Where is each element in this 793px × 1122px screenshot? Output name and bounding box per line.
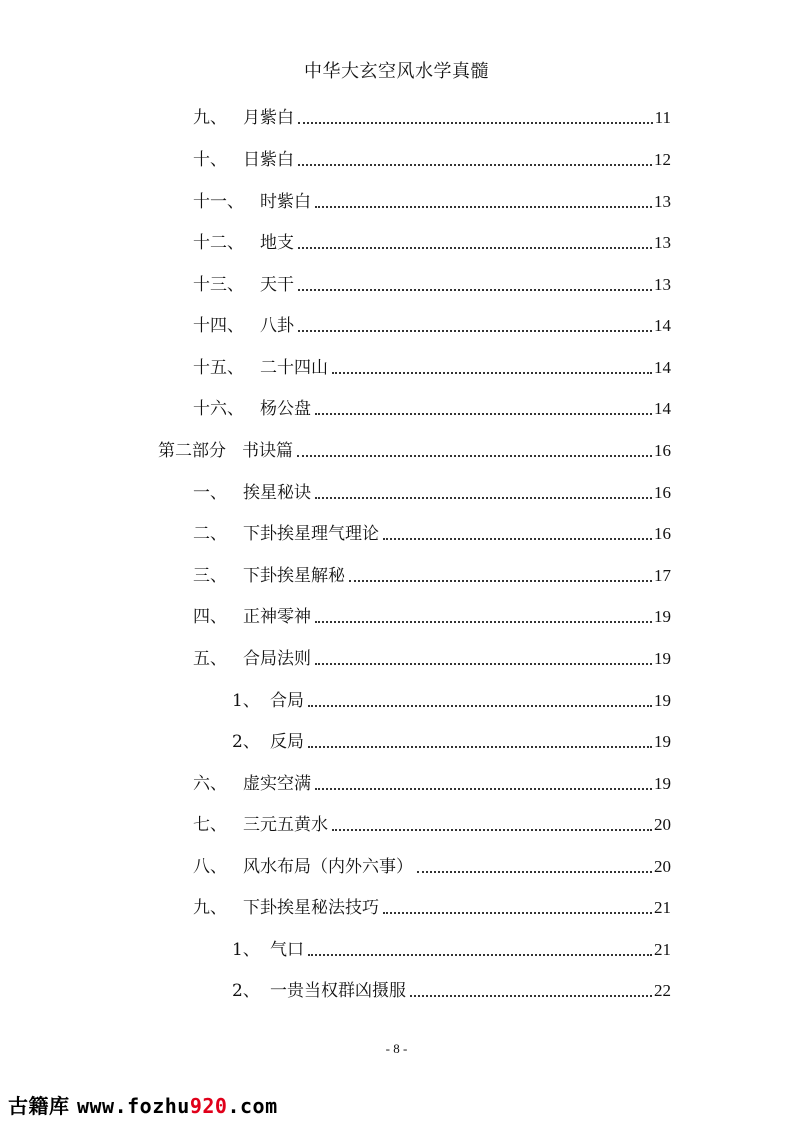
- toc-entry-title: 气口: [270, 940, 304, 960]
- dot-leader: [298, 289, 652, 291]
- toc-entry[interactable]: [193, 644, 671, 670]
- dot-leader: [297, 455, 652, 457]
- toc-entry-number: 十五、: [193, 358, 244, 378]
- dot-leader: [308, 954, 652, 956]
- dot-leader: [315, 663, 652, 665]
- toc-entry-number: 七、: [193, 815, 227, 835]
- toc-entry-number: 十六、: [193, 399, 244, 419]
- toc-entry-title: 合局法则: [243, 649, 311, 669]
- toc-entry-page: 20: [654, 815, 671, 834]
- toc-entry-title: 一贵当权群凶摄服: [270, 981, 406, 1001]
- toc-entry-title: 地支: [260, 233, 294, 253]
- toc-entry[interactable]: [193, 561, 671, 587]
- toc-entry-page: 19: [654, 774, 671, 793]
- dot-leader: [308, 705, 652, 707]
- dot-leader: [410, 995, 652, 997]
- toc-entry[interactable]: [193, 228, 671, 254]
- toc-entry-page: 19: [654, 691, 671, 710]
- toc-subentry[interactable]: [232, 727, 671, 753]
- page-number: - 8 -: [385, 1041, 408, 1056]
- toc-entry-page: 19: [654, 732, 671, 751]
- toc-entry-number: 一、: [193, 483, 227, 503]
- toc-entry-title: 反局: [270, 732, 304, 752]
- toc-entry-page: 13: [654, 233, 671, 252]
- toc-entry-page: 20: [654, 857, 671, 876]
- watermark-url-prefix: www.fozhu: [76, 1094, 190, 1118]
- toc-entry-number: 九、: [193, 108, 227, 128]
- page-header-title: 中华大玄空风水学真髓: [304, 61, 489, 82]
- dot-leader: [298, 330, 652, 332]
- toc-entry-page: 14: [654, 358, 671, 377]
- toc-entry-title: 二十四山: [260, 358, 328, 378]
- toc-entry[interactable]: [193, 270, 671, 296]
- toc-entry-title: 杨公盘: [260, 399, 311, 419]
- toc-entry[interactable]: [193, 852, 671, 878]
- toc-entry-page: 21: [654, 898, 671, 917]
- toc-entry[interactable]: [193, 769, 671, 795]
- toc-entry-number: 1、: [232, 691, 260, 711]
- toc-entry[interactable]: [193, 810, 671, 836]
- toc-entry-title: 三元五黄水: [243, 815, 328, 835]
- toc-entry-title: 书诀篇: [242, 441, 293, 461]
- toc-entry[interactable]: [193, 394, 671, 420]
- toc-entry-number: 六、: [193, 774, 227, 794]
- toc-entry[interactable]: [193, 353, 671, 379]
- toc-entry-page: 19: [654, 649, 671, 668]
- toc-entry-number: 2、: [232, 981, 260, 1001]
- toc-entry-title: 八卦: [260, 316, 294, 336]
- dot-leader: [315, 788, 652, 790]
- toc-entry[interactable]: [193, 187, 671, 213]
- toc-entry-title: 天干: [260, 275, 294, 295]
- toc-entry-page: 14: [654, 399, 671, 418]
- watermark-site-name: 古籍库: [8, 1094, 70, 1118]
- toc-entry-number: 八、: [193, 857, 227, 877]
- dot-leader: [383, 912, 652, 914]
- toc-entry-number: 十四、: [193, 316, 244, 336]
- toc-entry-page: 16: [654, 483, 671, 502]
- toc-entry-number: 十三、: [193, 275, 244, 295]
- toc-entry-title: 日紫白: [243, 150, 294, 170]
- toc-entry-page: 19: [654, 607, 671, 626]
- dot-leader: [332, 372, 652, 374]
- toc-entry[interactable]: [193, 145, 671, 171]
- toc-entry-number: 2、: [232, 732, 260, 752]
- dot-leader: [298, 247, 652, 249]
- toc-entry-page: 12: [654, 150, 671, 169]
- toc-entry-title: 下卦挨星秘法技巧: [243, 898, 379, 918]
- toc-entry-title: 下卦挨星理气理论: [243, 524, 379, 544]
- toc-entry-number: 二、: [193, 524, 227, 544]
- toc-entry-title: 风水布局（内外六事）: [243, 857, 413, 877]
- toc-entry-page: 11: [654, 108, 671, 127]
- toc-entry-page: 14: [654, 316, 671, 335]
- toc-entry-page: 16: [654, 524, 671, 543]
- toc-entry-number: 十二、: [193, 233, 244, 253]
- toc-entry[interactable]: [193, 103, 671, 129]
- toc-entry[interactable]: [193, 478, 671, 504]
- toc-entry-number: 十、: [193, 150, 227, 170]
- toc-entry-number: 十一、: [193, 192, 244, 212]
- dot-leader: [308, 746, 652, 748]
- toc-entry-title: 合局: [270, 691, 304, 711]
- dot-leader: [315, 206, 652, 208]
- toc-subentry[interactable]: [232, 935, 671, 961]
- toc-entry-page: 13: [654, 192, 671, 211]
- toc-entry-number: 四、: [193, 607, 227, 627]
- toc-entry-page: 22: [654, 981, 671, 1000]
- watermark-url-number: 920: [189, 1094, 228, 1118]
- toc-entry-number: 第二部分: [158, 441, 226, 461]
- dot-leader: [332, 829, 652, 831]
- toc-entry-title: 正神零神: [243, 607, 311, 627]
- dot-leader: [315, 413, 652, 415]
- dot-leader: [383, 538, 652, 540]
- toc-entry[interactable]: [193, 893, 671, 919]
- toc-entry-page: 16: [654, 441, 671, 460]
- toc-subentry[interactable]: [232, 976, 671, 1002]
- toc-entry-number: 1、: [232, 940, 260, 960]
- site-watermark[interactable]: [8, 1090, 278, 1119]
- toc-entry-page: 13: [654, 275, 671, 294]
- toc-entry-number: 三、: [193, 566, 227, 586]
- watermark-url[interactable]: [77, 1094, 278, 1118]
- toc-entry-title: 虚实空满: [243, 774, 311, 794]
- toc-subentry[interactable]: [232, 686, 671, 712]
- dot-leader: [298, 122, 653, 124]
- toc-entry[interactable]: [193, 519, 671, 545]
- toc-entry-title: 挨星秘诀: [243, 483, 311, 503]
- dot-leader: [315, 621, 652, 623]
- toc-entry-number: 九、: [193, 898, 227, 918]
- toc-entry[interactable]: [193, 311, 671, 337]
- watermark-url-suffix: .com: [227, 1094, 278, 1118]
- dot-leader: [298, 164, 652, 166]
- toc-entry-page: 21: [654, 940, 671, 959]
- toc-section-entry[interactable]: [158, 436, 671, 462]
- toc-entry-title: 下卦挨星解秘: [243, 566, 345, 586]
- dot-leader: [349, 580, 652, 582]
- dot-leader: [417, 871, 652, 873]
- toc-entry[interactable]: [193, 602, 671, 628]
- toc-entry-title: 月紫白: [243, 108, 294, 128]
- dot-leader: [315, 497, 652, 499]
- toc-entry-title: 时紫白: [260, 192, 311, 212]
- toc-entry-page: 17: [654, 566, 671, 585]
- toc-entry-number: 五、: [193, 649, 227, 669]
